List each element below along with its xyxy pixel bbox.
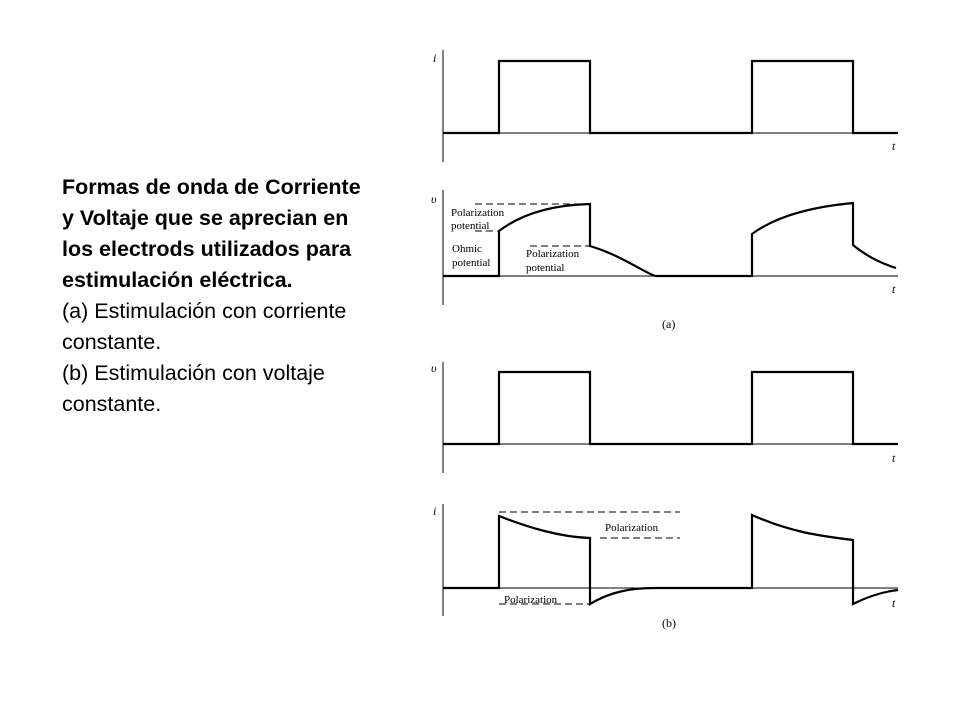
- y-axis-label: i: [433, 51, 437, 65]
- x-axis-label: t: [892, 139, 896, 153]
- annotation-potential: potential: [451, 220, 490, 232]
- annotation-polarization-bottom: Polarization: [504, 594, 558, 606]
- current-waveform: [443, 515, 898, 604]
- caption-line-b: (b) Estimulación con voltaje constante.: [62, 361, 325, 416]
- x-axis-label: t: [892, 282, 896, 296]
- annotation-potential-2: potential: [526, 262, 565, 274]
- plot-current-b: [433, 504, 898, 616]
- plot-voltage-a: [431, 190, 898, 305]
- plot-voltage-b: [431, 361, 898, 473]
- x-axis-label: t: [892, 451, 896, 465]
- annotation-polarization-2: Polarization: [526, 248, 580, 260]
- annotation-polarization-top: Polarization: [605, 522, 659, 534]
- y-axis-label: i: [433, 504, 437, 518]
- voltage-waveform: [443, 203, 896, 276]
- plot-current-a: [433, 50, 898, 162]
- y-axis-label: υ: [431, 192, 437, 206]
- annotation-ohmic-potential: potential: [452, 257, 491, 269]
- x-axis-label: t: [892, 596, 896, 610]
- voltage-waveform: [443, 372, 898, 444]
- annotation-ohmic: Ohmic: [452, 243, 482, 255]
- annotation-polarization: Polarization: [451, 207, 505, 219]
- part-b-label: (b): [662, 616, 676, 630]
- caption-line-a: (a) Estimulación con corriente constante.: [62, 299, 347, 354]
- caption-title: Formas de onda de Corriente y Voltaje que se aprecian en los electrods utilizados para estimulación eléctrica.: [62, 175, 361, 292]
- part-a-label: (a): [662, 317, 676, 331]
- y-axis-label: υ: [431, 361, 437, 375]
- current-waveform: [443, 61, 898, 133]
